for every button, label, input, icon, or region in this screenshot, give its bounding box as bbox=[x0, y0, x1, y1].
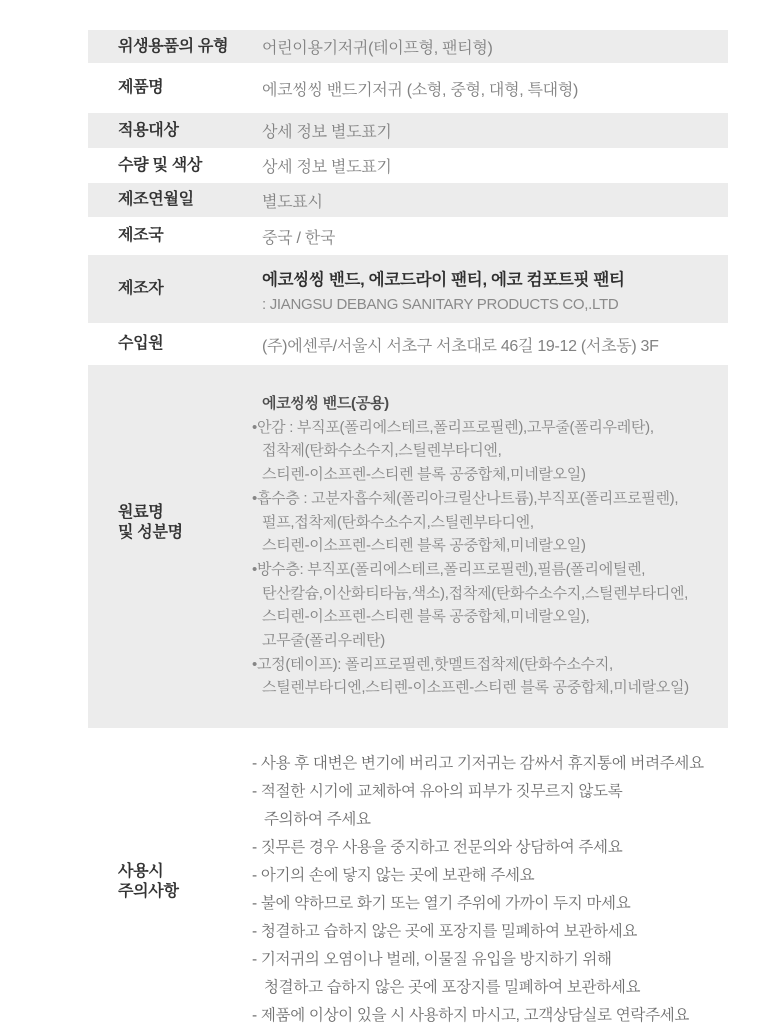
row-label-product-name: 제품명 bbox=[118, 79, 164, 96]
ingredient-line: •안감 : 부직포(폴리에스테르,폴리프로필렌),고무줄(폴리우레탄), bbox=[252, 418, 654, 436]
row-label-quantity-color: 수량 및 색상 bbox=[118, 156, 203, 174]
row-target-users bbox=[88, 113, 728, 148]
row-ingredients bbox=[88, 365, 728, 728]
ingredient-line: 접착제(탄화수소수지,스틸렌부타디엔, bbox=[262, 442, 502, 460]
precaution-line: - 청결하고 습하지 않은 곳에 포장지를 밀폐하여 보관하세요 bbox=[252, 923, 638, 940]
precaution-line: - 불에 약하므로 화기 또는 열기 주위에 가까이 두지 마세요 bbox=[252, 895, 631, 912]
precautions-label-line2: 주의사항 bbox=[118, 882, 179, 900]
ingredient-line: 스티렌-이소프렌-스티렌 블록 공중합체,미네랄오일) bbox=[262, 537, 586, 555]
precaution-line: 주의하여 주세요 bbox=[264, 811, 371, 828]
row-value-manufacture-date: 별도표시 bbox=[262, 193, 323, 211]
ingredient-line: •방수층: 부직포(폴리에스테르,폴리프로필렌),필름(폴리에틸렌, bbox=[252, 560, 646, 578]
row-value-product-name: 에코씽씽 밴드기저귀 (소형, 중형, 대형, 특대형) bbox=[262, 81, 579, 99]
row-label-manufacture-date: 제조연월일 bbox=[118, 191, 194, 208]
ingredients-label-lines bbox=[118, 503, 262, 543]
ingredient-line: •고정(테이프): 폴리프로필렌,핫멜트접착제(탄화수소수지, bbox=[252, 655, 613, 673]
row-value-quantity-color: 상세 정보 별도표기 bbox=[262, 159, 392, 176]
ingredient-line: 고무줄(폴리우레탄) bbox=[262, 632, 385, 650]
row-quantity-color bbox=[88, 148, 728, 183]
ingredient-line: 스티렌-이소프렌-스티렌 블록 공중합체,미네랄오일) bbox=[262, 466, 586, 484]
ingredients-title: 에코씽씽 밴드(공용) bbox=[262, 395, 389, 412]
precautions-label-line1: 사용시 bbox=[118, 862, 164, 880]
row-value-hygiene-product-type: 어린이용기저귀(테이프형, 팬티형) bbox=[262, 40, 493, 57]
ingredient-line: 탄산칼슘,이산화티타늄,색소),접착제(탄화수소수지,스틸렌부타디엔, bbox=[262, 584, 689, 602]
ingredients-label-line2: 및 성분명 bbox=[118, 523, 183, 541]
ingredient-line: •흡수층 : 고분자흡수체(폴리아크릴산나트륨),부직포(폴리프로필렌), bbox=[252, 489, 679, 507]
row-manufacture-date bbox=[88, 183, 728, 217]
ingredient-line: 펄프,접착제(탄화수소수지,스틸렌부타디엔, bbox=[262, 513, 534, 531]
product-info-table bbox=[88, 30, 728, 1035]
row-label-manufacturer: 제조자 bbox=[118, 280, 164, 297]
ingredient-line: 스티렌-이소프렌-스티렌 블록 공중합체,미네랄오일), bbox=[262, 608, 590, 626]
row-product-name bbox=[88, 63, 728, 113]
precautions-content bbox=[252, 728, 728, 1035]
row-label-target-users: 적용대상 bbox=[118, 121, 179, 139]
row-value-manufacturer bbox=[262, 255, 728, 323]
ingredients-label-line1: 원료명 bbox=[118, 503, 164, 521]
precaution-line: 청결하고 습하지 않은 곳에 포장지를 밀폐하여 보관하세요 bbox=[264, 979, 641, 996]
ingredients-content bbox=[252, 365, 728, 728]
manufacturer-company: : JIANGSU DEBANG SANITARY PRODUCTS CO,.LTD bbox=[262, 295, 619, 313]
row-label-importer: 수입원 bbox=[118, 335, 164, 352]
precaution-line: - 적절한 시기에 교체하여 유아의 피부가 짓무르지 않도록 bbox=[252, 783, 623, 800]
row-value-target-users: 상세 정보 별도표기 bbox=[262, 124, 392, 141]
precaution-line: - 제품에 이상이 있을 시 사용하지 마시고, 고객상담실로 연락주세요 bbox=[252, 1007, 690, 1024]
manufacturer-brands: 에코씽씽 밴드, 에코드라이 팬티, 에코 컴포트핏 팬티 bbox=[262, 270, 625, 289]
precaution-line: - 사용 후 대변은 변기에 버리고 기저귀는 감싸서 휴지통에 버려주세요 bbox=[252, 755, 704, 772]
row-label-ingredients bbox=[88, 365, 262, 728]
row-hygiene-product-type bbox=[88, 30, 728, 63]
precaution-line: - 아기의 손에 닿지 않는 곳에 보관해 주세요 bbox=[252, 867, 535, 884]
precaution-line: - 기저귀의 오염이나 벌레, 이물질 유입을 방지하기 위해 bbox=[252, 951, 612, 968]
row-label-hygiene-product-type: 위생용품의 유형 bbox=[118, 37, 229, 55]
precaution-line: - 짓무른 경우 사용을 중지하고 전문의와 상담하여 주세요 bbox=[252, 839, 623, 856]
row-value-country-of-origin: 중국 / 한국 bbox=[262, 229, 336, 247]
row-label-usage-precautions bbox=[88, 728, 262, 1035]
row-country-of-origin bbox=[88, 217, 728, 255]
ingredient-line: 스틸렌부타디엔,스티렌-이소프렌-스티렌 블록 공중합체,미네랄오일) bbox=[262, 679, 689, 697]
row-manufacturer bbox=[88, 255, 728, 323]
row-usage-precautions bbox=[88, 728, 728, 1035]
row-importer bbox=[88, 323, 728, 365]
precautions-label-lines bbox=[118, 862, 262, 902]
row-value-importer: (주)에센루/서울시 서초구 서초대로 46길 19-12 (서초동) 3F bbox=[262, 337, 659, 355]
row-label-country-of-origin: 제조국 bbox=[118, 227, 164, 244]
